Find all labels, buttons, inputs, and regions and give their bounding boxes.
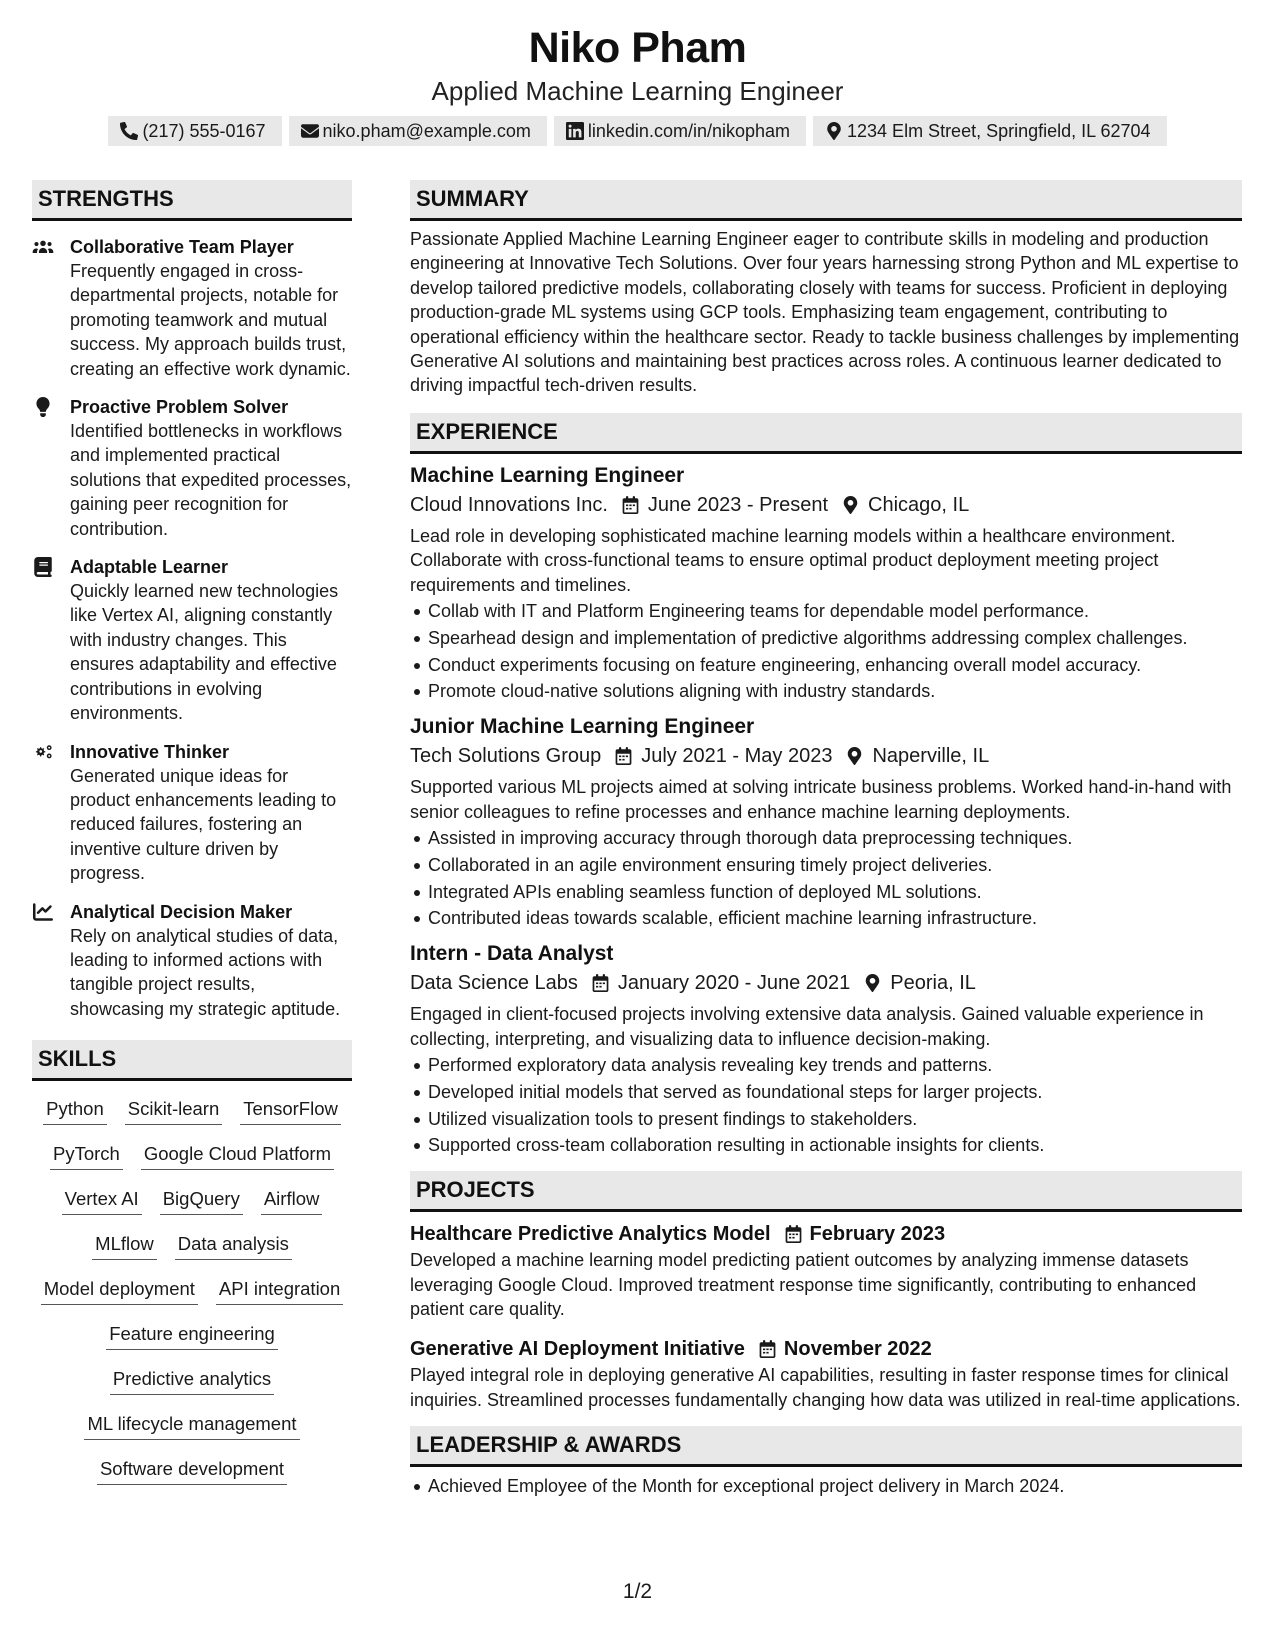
- skill-tag: Model deployment: [41, 1277, 198, 1305]
- envelope-icon: [301, 122, 319, 140]
- contact-email: [289, 116, 547, 146]
- strength-title: Analytical Decision Maker: [70, 901, 293, 922]
- map-marker-icon: [864, 974, 881, 992]
- skills-row: [32, 1091, 352, 1136]
- contact-linkedin-text: linkedin.com/in/nikopham: [587, 120, 791, 141]
- job-dates: July 2021 - May 2023: [641, 745, 833, 768]
- skills-list: [32, 1091, 352, 1496]
- contact-phone-text: (217) 555-0167: [142, 120, 266, 141]
- project-title: Healthcare Predictive Analytics Model: [410, 1223, 771, 1246]
- job-company: Tech Solutions Group: [410, 745, 602, 768]
- bullet-item: Spearhead design and implementation of predictive algorithms addressing complex challenges.: [410, 625, 1242, 652]
- skills-row: [32, 1136, 352, 1181]
- skill-tag: Python: [43, 1097, 107, 1125]
- job-title: Machine Learning Engineer: [410, 463, 685, 487]
- candidate-name: Niko Pham: [528, 24, 747, 72]
- skill-tag: Predictive analytics: [110, 1367, 274, 1395]
- job-description: Engaged in client-focused projects involving extensive data analysis. Gained valuable experience in collecting, interpreting, and visualizing data to influence decision-making.: [410, 1004, 1204, 1049]
- skill-tag: Software development: [97, 1457, 287, 1485]
- lightbulb-icon: [32, 397, 54, 417]
- bullet-item: Performed exploratory data analysis revealing key trends and patterns.: [410, 1052, 1242, 1079]
- strength-title: Adaptable Learner: [70, 557, 229, 578]
- left-column: [32, 180, 352, 1496]
- page-number: 1/2: [622, 1580, 653, 1603]
- strengths-list: [32, 235, 352, 1021]
- experience-entry: [410, 940, 1242, 1159]
- skills-row: [32, 1451, 352, 1496]
- bullet-item: Collab with IT and Platform Engineering teams for dependable model performance.: [410, 598, 1242, 625]
- contact-address: [813, 116, 1167, 146]
- job-company: Cloud Innovations Inc.: [410, 493, 608, 516]
- skill-tag: Google Cloud Platform: [141, 1142, 334, 1170]
- strength-description: Identified bottlenecks in workflows and implemented practical solutions that expedited processes, gaining peer recognition for contribution.: [70, 421, 352, 539]
- job-bullets: [410, 1052, 1242, 1159]
- strength-title: Proactive Problem Solver: [70, 397, 289, 418]
- strength-description: Quickly learned new technologies like Vertex AI, aligning constantly with industry changes. This ensures adaptability and effective contributions in evolving environments.: [70, 581, 339, 724]
- job-title: Intern - Data Analyst: [410, 942, 614, 966]
- strength-item: [32, 555, 352, 725]
- job-title: Junior Machine Learning Engineer: [410, 715, 755, 739]
- experience-entry: [410, 713, 1242, 932]
- project-entry: [410, 1220, 1242, 1321]
- skill-tag: Data analysis: [175, 1232, 292, 1260]
- project-entry: [410, 1335, 1242, 1412]
- calendar-icon: [759, 1340, 776, 1358]
- strength-item: [32, 395, 352, 541]
- calendar-icon: [592, 974, 609, 992]
- job-bullets: [410, 825, 1242, 932]
- strength-item: [32, 740, 352, 886]
- job-description: Lead role in developing sophisticated machine learning models within a healthcare environment. Collaborate with cross-functional teams to ensure optimal product deployment meeting project requirements and timelines.: [410, 525, 1176, 595]
- skill-tag: Scikit-learn: [125, 1097, 223, 1125]
- bullet-item: Collaborated in an agile environment ensuring timely project deliveries.: [410, 852, 1242, 879]
- job-location: Naperville, IL: [872, 745, 990, 768]
- contact-phone: [108, 116, 281, 146]
- job-meta: [410, 741, 1242, 771]
- skill-tag: ML lifecycle management: [84, 1412, 299, 1440]
- contact-linkedin: [554, 116, 806, 146]
- bullet-item: Achieved Employee of the Month for exceptional project delivery in March 2024.: [410, 1473, 1242, 1500]
- chart-line-icon: [32, 902, 54, 922]
- bullet-item: Contributed ideas towards scalable, efficient machine learning infrastructure.: [410, 905, 1242, 932]
- projects-heading: PROJECTS: [410, 1171, 1242, 1212]
- job-company: Data Science Labs: [410, 972, 578, 995]
- bullet-item: Utilized visualization tools to present findings to stakeholders.: [410, 1106, 1242, 1133]
- skill-tag: BigQuery: [160, 1187, 243, 1215]
- strength-description: Frequently engaged in cross-departmental projects, notable for promoting teamwork and mutual success. My approach builds trust, creating an effective work dynamic.: [70, 261, 351, 379]
- summary-heading: SUMMARY: [410, 180, 1242, 221]
- job-description: Supported various ML projects aimed at solving intricate business problems. Worked hand-in-hand with senior colleagues to refine processes and enhance machine learning deployments.: [410, 777, 1232, 822]
- book-icon: [32, 557, 54, 577]
- contact-address-text: 1234 Elm Street, Springfield, IL 62704: [847, 120, 1151, 141]
- skills-heading: SKILLS: [32, 1040, 352, 1081]
- phone-icon: [120, 122, 138, 140]
- linkedin-icon: [566, 122, 584, 140]
- contact-bar: [0, 116, 1275, 146]
- skill-tag: TensorFlow: [240, 1097, 341, 1125]
- project-title: Generative AI Deployment Initiative: [410, 1338, 745, 1361]
- right-column: [410, 180, 1242, 1500]
- job-meta: [410, 968, 1242, 998]
- calendar-icon: [622, 496, 639, 514]
- map-marker-icon: [825, 122, 843, 140]
- bullet-item: Promote cloud-native solutions aligning with industry standards.: [410, 678, 1242, 705]
- skill-tag: PyTorch: [50, 1142, 123, 1170]
- gears-icon: [32, 742, 54, 762]
- skill-tag: Airflow: [261, 1187, 323, 1215]
- skill-tag: Vertex AI: [62, 1187, 142, 1215]
- map-marker-icon: [846, 747, 863, 765]
- strength-item: [32, 900, 352, 1022]
- skills-row: [32, 1271, 352, 1316]
- skill-tag: Feature engineering: [106, 1322, 278, 1350]
- strength-description: Rely on analytical studies of data, leading to informed actions with tangible project results, showcasing my strategic aptitude.: [70, 925, 341, 1019]
- summary-text: Passionate Applied Machine Learning Engineer eager to contribute skills in modeling and production engineering at Innovative Tech Solutions. Over four years harnessing strong Python and ML expertise to develop tailored predictive models, collaborating closely with teams for success. Proficient in deploying production-grade ML systems using GCP tools. Emphasizing team engagement, contributing to operational efficiency within the healthcare sector. Ready to tackle business challenges by implementing Generative AI solutions and maintaining best practices across roles. A continuous learner dedicated to driving impactful tech-driven results.: [410, 229, 1240, 396]
- bullet-item: Conduct experiments focusing on feature engineering, enhancing overall model accuracy.: [410, 652, 1242, 679]
- skills-row: [32, 1226, 352, 1271]
- skills-row: [32, 1406, 352, 1451]
- skills-row: [32, 1316, 352, 1361]
- contact-email-text: niko.pham@example.com: [322, 120, 531, 141]
- map-marker-icon: [842, 496, 859, 514]
- strength-description: Generated unique ideas for product enhancements leading to reduced failures, fostering an inventive culture driven by progress.: [70, 765, 337, 884]
- project-date: November 2022: [783, 1338, 932, 1361]
- skills-row: [32, 1181, 352, 1226]
- project-description: Played integral role in deploying generative AI capabilities, resulting in faster response times for clinical inquiries. Streamlined processes fundamentally changing how data was utilized in real-time applications.: [410, 1365, 1241, 1410]
- bullet-item: Developed initial models that served as foundational steps for larger projects.: [410, 1079, 1242, 1106]
- resume-header: [0, 0, 1275, 146]
- job-location: Peoria, IL: [890, 972, 976, 995]
- bullet-item: Supported cross-team collaboration resulting in actionable insights for clients.: [410, 1132, 1242, 1159]
- job-dates: June 2023 - Present: [647, 493, 829, 516]
- project-date: February 2023: [809, 1223, 946, 1246]
- skill-tag: API integration: [216, 1277, 343, 1305]
- skills-row: [32, 1361, 352, 1406]
- calendar-icon: [615, 747, 632, 765]
- calendar-icon: [785, 1225, 802, 1243]
- experience-entry: [410, 462, 1242, 705]
- experience-heading: EXPERIENCE: [410, 413, 1242, 454]
- users-icon: [32, 237, 54, 257]
- bullet-item: Integrated APIs enabling seamless function of deployed ML solutions.: [410, 879, 1242, 906]
- strength-title: Innovative Thinker: [70, 741, 230, 762]
- leadership-heading: LEADERSHIP & AWARDS: [410, 1426, 1242, 1467]
- strengths-heading: STRENGTHS: [32, 180, 352, 221]
- bullet-item: Assisted in improving accuracy through thorough data preprocessing techniques.: [410, 825, 1242, 852]
- candidate-title: Applied Machine Learning Engineer: [431, 76, 844, 106]
- project-header: [410, 1220, 1242, 1248]
- job-bullets: [410, 598, 1242, 705]
- job-dates: January 2020 - June 2021: [617, 972, 851, 995]
- strength-title: Collaborative Team Player: [70, 237, 294, 257]
- strength-item: [32, 235, 352, 381]
- skill-tag: MLflow: [92, 1232, 157, 1260]
- job-location: Chicago, IL: [868, 493, 970, 516]
- job-meta: [410, 490, 1242, 520]
- project-description: Developed a machine learning model predicting patient outcomes by analyzing immense datasets leveraging Google Cloud. Improved treatment response time significantly, contributing to enhanced patient care quality.: [410, 1250, 1197, 1320]
- leadership-list: [410, 1473, 1242, 1500]
- project-header: [410, 1335, 1242, 1363]
